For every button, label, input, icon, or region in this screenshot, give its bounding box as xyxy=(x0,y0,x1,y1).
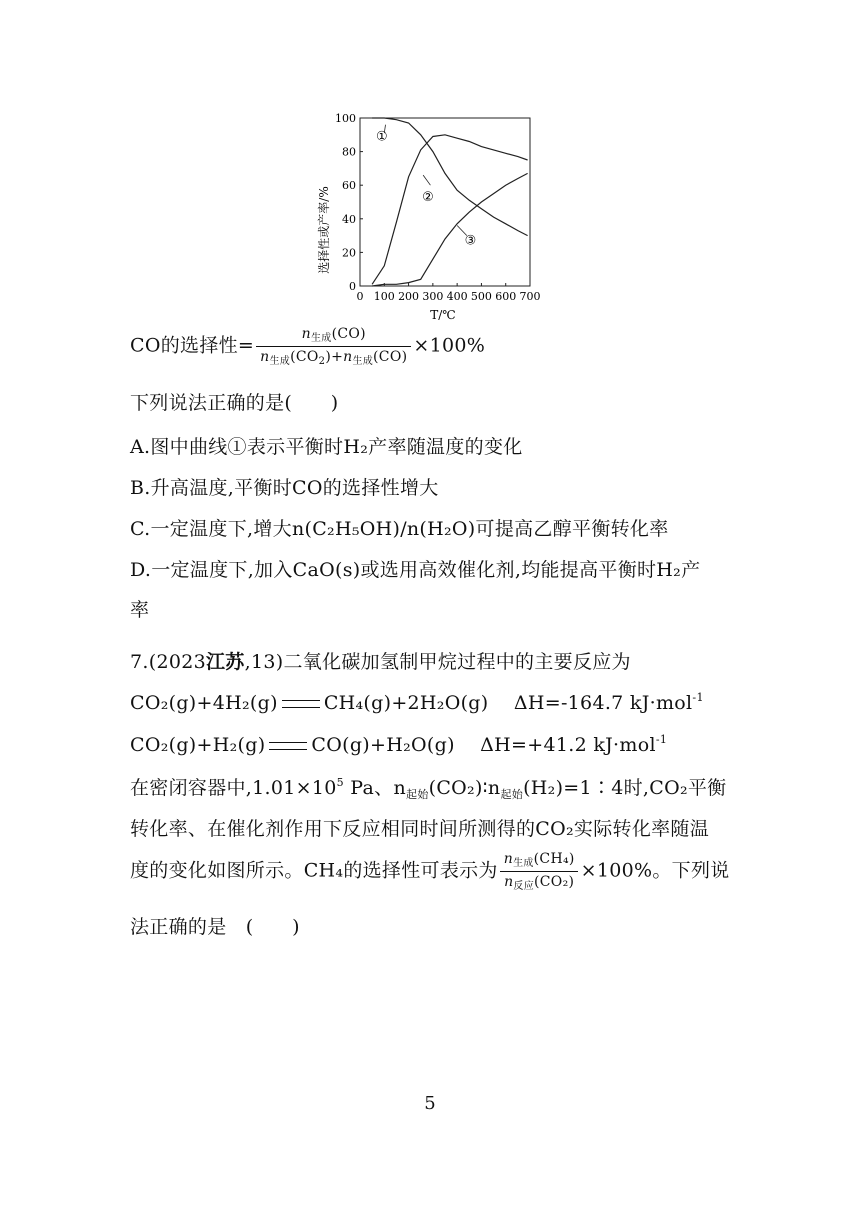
q7-question: 法正确的是 ( ) xyxy=(130,916,300,938)
x-tick-label: 100 xyxy=(373,290,395,303)
x-tick-label: 500 xyxy=(470,290,492,303)
equilibrium-sign xyxy=(282,700,320,708)
x-tick-label: 400 xyxy=(446,290,468,303)
y-tick-label: 100 xyxy=(335,112,356,125)
reaction-2: CO₂(g)+H₂(g) CO(g)+H₂O(g) ΔH=+41.2 kJ·mol$^{-1}$ xyxy=(130,733,668,756)
chart-ticks xyxy=(335,112,541,303)
option-c: C.一定温度下,增大n(C₂H₅OH)/n(H₂O)可提高乙醇平衡转化率 xyxy=(130,518,669,540)
x-tick-label: 300 xyxy=(422,290,444,303)
option-b: B.升高温度,平衡时CO的选择性增大 xyxy=(130,477,439,499)
q7-text-line3: 度的变化如图所示。CH₄的选择性可表示为 $\frac{n_{生成}(CH_4)}{n_{反应}(CO_2)}$ ×100%。下列说 xyxy=(130,851,730,892)
y-tick-label: 60 xyxy=(342,179,356,193)
y-tick-label: 40 xyxy=(342,212,356,226)
question-7-header: 7.(2023江苏,13)二氧化碳加氢制甲烷过程中的主要反应为 xyxy=(130,651,631,673)
x-tick-label: 700 xyxy=(519,290,541,303)
co-selectivity-fraction: $\frac{n_{生成}(CO)}{n_{生成}(CO_2)+n_{生成}(CO)}$ xyxy=(256,325,411,368)
series-curve-3 xyxy=(372,173,527,286)
chart-series xyxy=(372,118,527,286)
curve-label-3: ③ xyxy=(464,233,477,249)
ch4-selectivity-fraction: $\frac{n_{生成}(CH_4)}{n_{反应}(CO_2)}$ xyxy=(500,850,579,893)
y-tick-label: 0 xyxy=(349,280,356,293)
option-d-line2: 率 xyxy=(130,599,150,621)
y-tick-label: 80 xyxy=(342,145,356,159)
formula-times: ×100% xyxy=(413,334,486,357)
x-tick-label: 200 xyxy=(398,290,420,303)
option-d-line1: D.一定温度下,加入CaO(s)或选用高效催化剂,均能提高平衡时H₂产 xyxy=(130,559,701,581)
curve-label-leader xyxy=(423,175,430,185)
q7-text-line2: 转化率、在催化剂作用下反应相同时间所测得的CO₂实际转化率随温 xyxy=(130,818,710,840)
selectivity-yield-chart xyxy=(316,100,556,325)
page-number: 5 xyxy=(424,1093,436,1114)
curve-label-1: ① xyxy=(376,129,388,145)
curve-label-2: ② xyxy=(422,189,434,205)
series-curve-2 xyxy=(372,135,527,284)
x-tick-label: 600 xyxy=(495,290,517,303)
formula-prefix: CO的选择性= xyxy=(130,334,255,357)
co-selectivity-formula xyxy=(130,325,485,368)
x-tick-label: 0 xyxy=(356,290,364,303)
q7-text-line1: 在密闭容器中$,1.01\times 10^5$ Pa、$n_{起始}(CO_2)∶n_{起始}(H_2)=1∶4$时,CO₂平衡 xyxy=(130,776,727,801)
source-province: 江苏 xyxy=(206,651,245,673)
equilibrium-sign xyxy=(269,742,307,750)
reaction-1: CO₂(g)+4H₂(g) CH₄(g)+2H₂O(g) ΔH=-164.7 kJ·mol$^{-1}$ xyxy=(130,691,704,714)
option-a: A.图中曲线①表示平衡时H₂产率随温度的变化 xyxy=(130,436,523,458)
y-tick-label: 20 xyxy=(342,246,356,260)
question-6-stem: 下列说法正确的是( ) xyxy=(130,392,339,414)
y-axis-label: 选择性或产率/% xyxy=(317,186,331,274)
x-axis-label: T/℃ xyxy=(430,308,456,322)
